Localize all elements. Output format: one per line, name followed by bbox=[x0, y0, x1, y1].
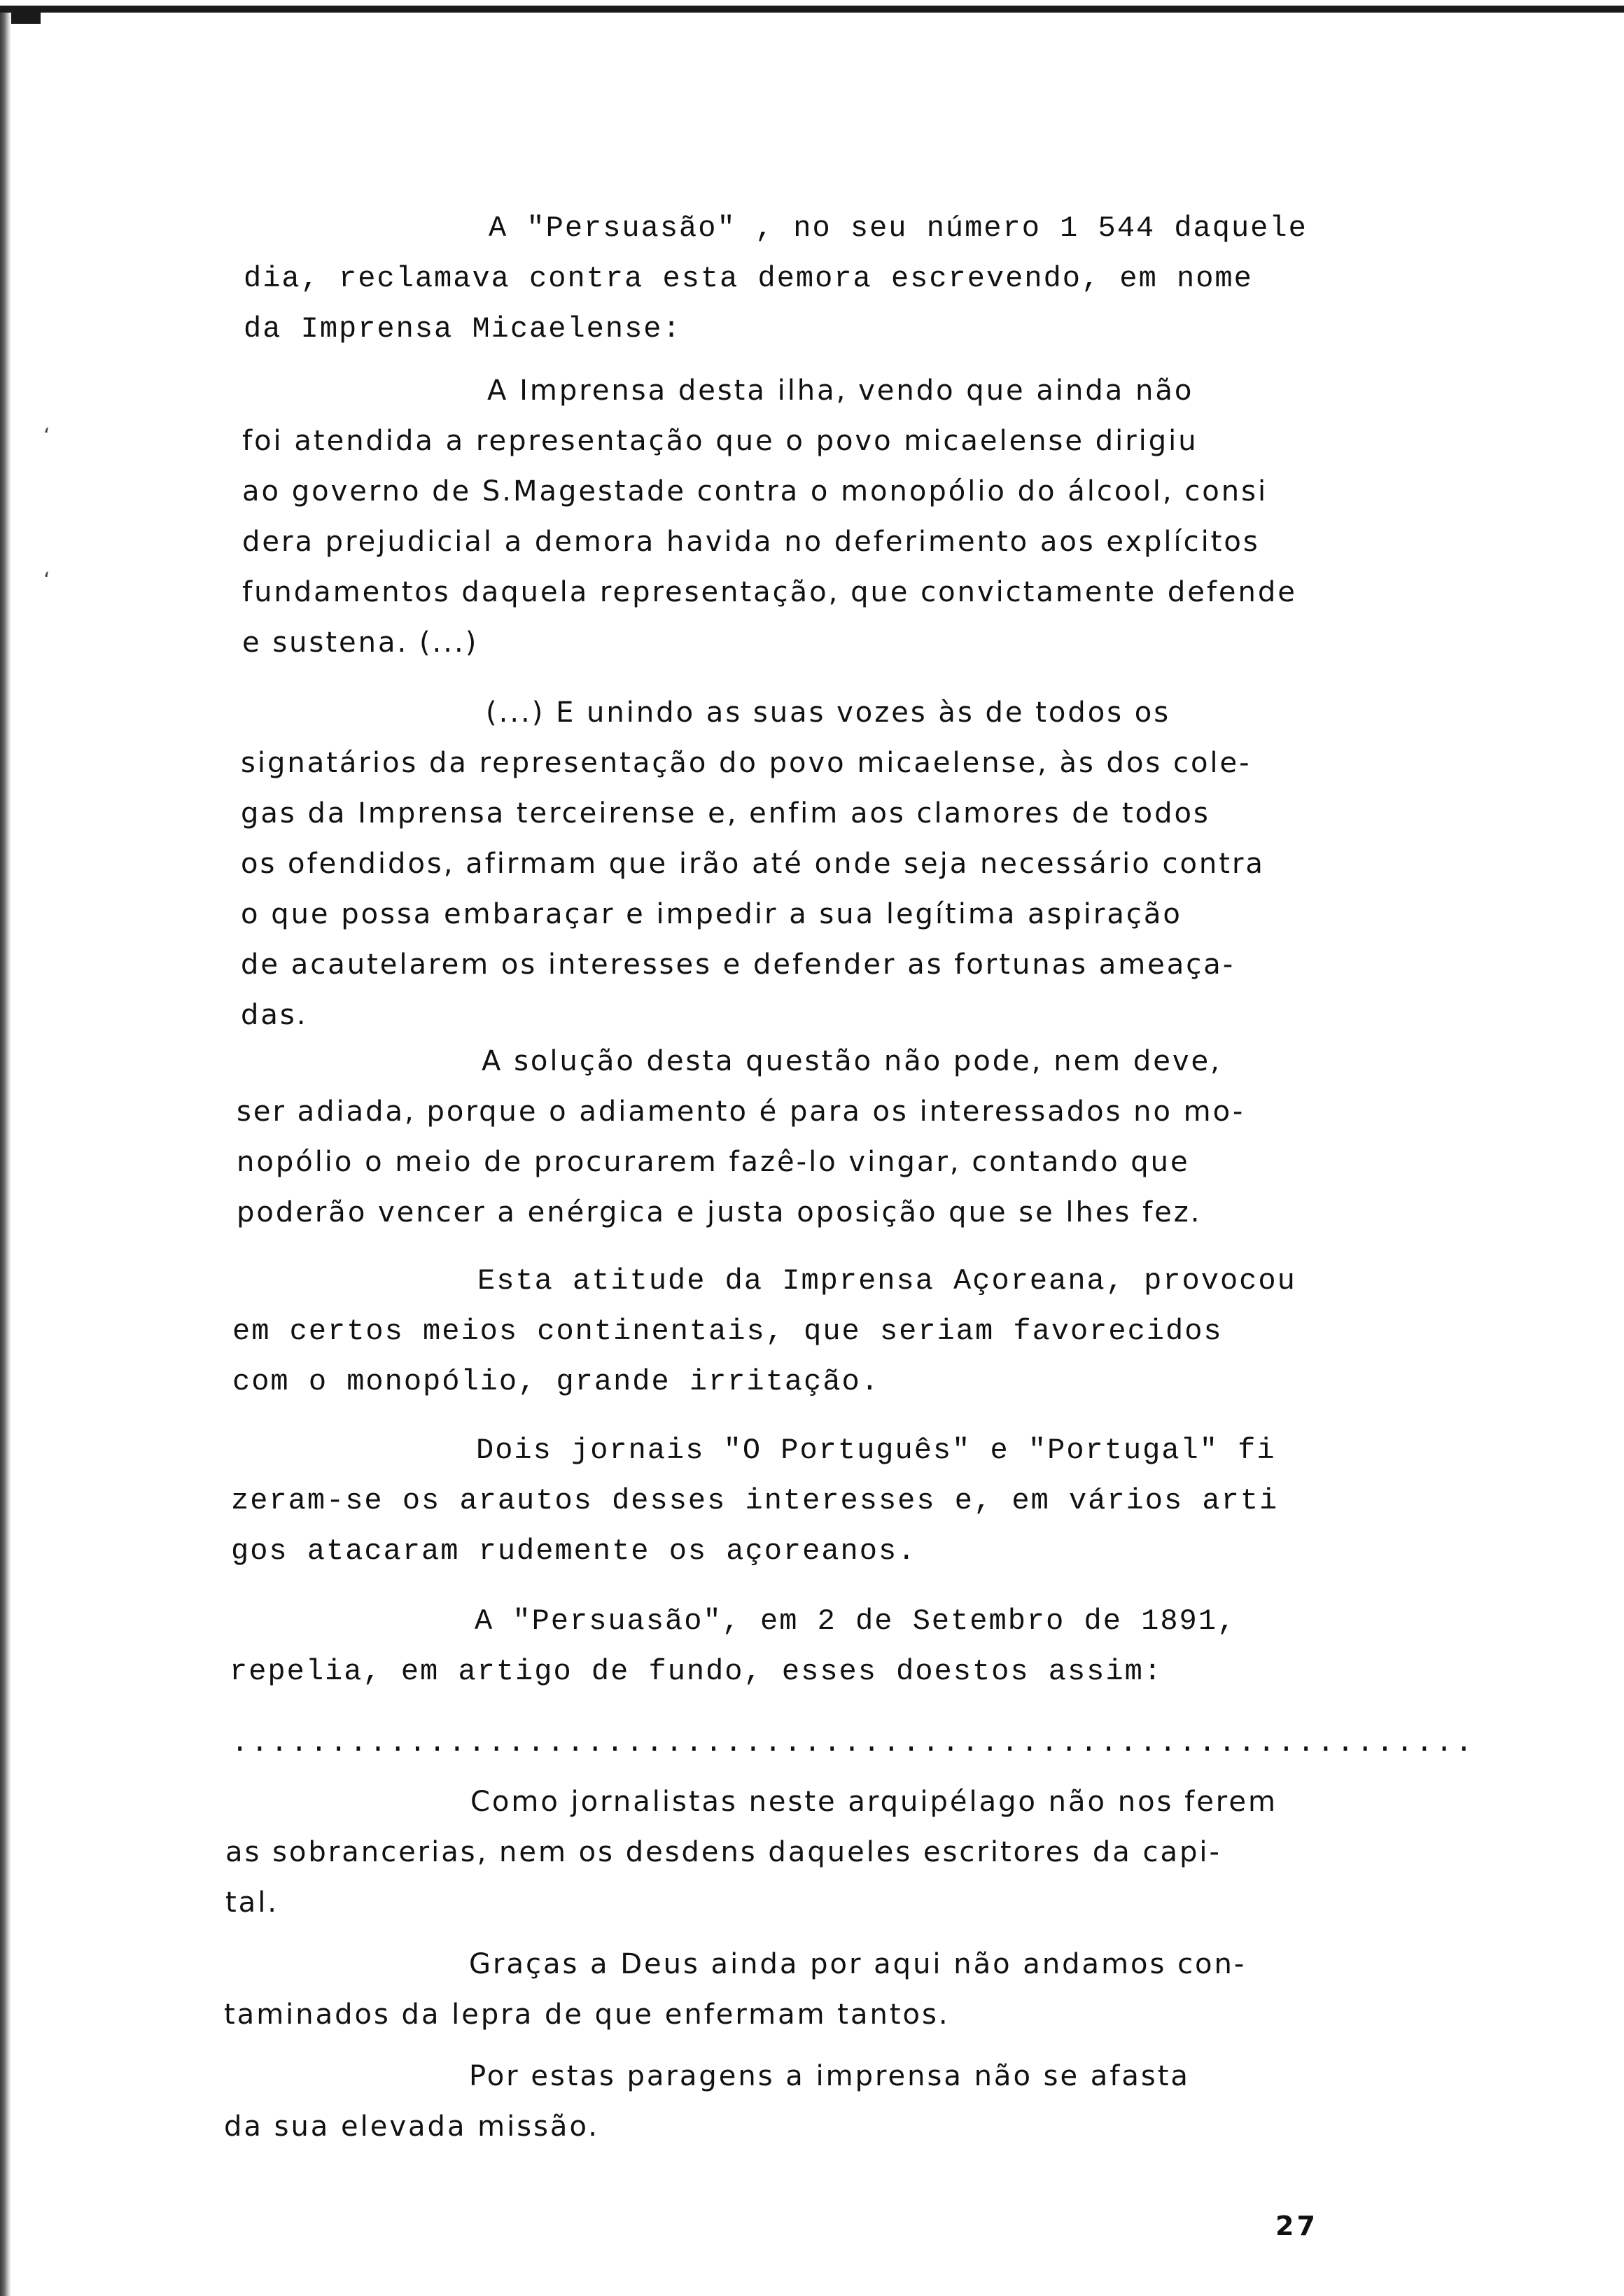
text-line: foi atendida a representação que o povo micaelense dirigiu bbox=[242, 425, 1198, 457]
text-line: signatários da representação do povo micaelense, às dos cole- bbox=[241, 747, 1252, 779]
text-line: das. bbox=[241, 999, 308, 1031]
text-line: dera prejudicial a demora havida no deferimento aos explícitos bbox=[242, 526, 1260, 558]
text-line: A "Persuasão", em 2 de Setembro de 1891, bbox=[475, 1604, 1237, 1638]
page-number: 27 bbox=[1275, 2211, 1318, 2241]
text-line: gas da Imprensa terceirense e, enfim aos clamores de todos bbox=[241, 797, 1210, 830]
text-line: Como jornalistas neste arquipélago não nos ferem bbox=[470, 1786, 1278, 1818]
text-line: em certos meios continentais, que seriam favorecidos bbox=[232, 1315, 1223, 1348]
text-line: Dois jornais "O Português" e "Portugal" fi bbox=[476, 1434, 1276, 1467]
text-line: os ofendidos, afirmam que irão até onde seja necessário contra bbox=[241, 848, 1265, 880]
paragraph bbox=[231, 1425, 1351, 1576]
scan-speck: ‘ bbox=[43, 568, 50, 593]
text-line: poderão vencer a enérgica e justa oposição que se lhes fez. bbox=[237, 1196, 1202, 1228]
text-line: dia, reclamava contra esta demora escrevendo, em nome bbox=[244, 262, 1253, 295]
text-line: as sobrancerias, nem os desdens daqueles escritores da capi- bbox=[225, 1836, 1222, 1868]
text-line: de acautelarem os interesses e defender as fortunas ameaça- bbox=[241, 948, 1236, 981]
text-line: zeram-se os arautos desses interesses e, em vários arti bbox=[231, 1484, 1279, 1518]
paragraph bbox=[230, 1596, 1350, 1697]
quote-paragraph bbox=[237, 1036, 1357, 1238]
dotted-line: ............................................................... bbox=[231, 1726, 1475, 1760]
quote-paragraph bbox=[242, 365, 1362, 668]
text-line: da Imprensa Micaelense: bbox=[244, 312, 682, 346]
text-line: ao governo de S.Magestade contra o monopólio do álcool, consi bbox=[242, 475, 1268, 507]
paragraph bbox=[232, 1256, 1352, 1407]
paragraph bbox=[244, 203, 1364, 354]
text-line: e sustena. (...) bbox=[242, 626, 479, 659]
text-line: com o monopólio, grande irritação. bbox=[232, 1365, 880, 1399]
quote-paragraph bbox=[224, 2051, 1344, 2152]
text-line: (...) E unindo as suas vozes às de todos os bbox=[486, 696, 1171, 729]
scan-speck: ‘ bbox=[43, 424, 50, 449]
text-line: A "Persuasão" , no seu número 1 544 daquele bbox=[489, 211, 1308, 245]
text-line: nopólio o meio de procurarem fazê-lo vingar, contando que bbox=[237, 1146, 1190, 1178]
text-line: o que possa embaraçar e impedir a sua legítima aspiração bbox=[241, 898, 1182, 930]
text-line: Por estas paragens a imprensa não se afasta bbox=[469, 2060, 1190, 2092]
quote-paragraph bbox=[224, 1939, 1344, 2040]
text-line: A Imprensa desta ilha, vendo que ainda não bbox=[487, 374, 1194, 407]
text-line: ser adiada, porque o adiamento é para os interessados no mo- bbox=[237, 1096, 1245, 1128]
ellipsis-separator bbox=[231, 1722, 1475, 1764]
text-line: fundamentos daquela representação, que convictamente defende bbox=[242, 576, 1297, 608]
text-line: tal. bbox=[225, 1886, 279, 1919]
text-line: repelia, em artigo de fundo, esses doestos assim: bbox=[230, 1655, 1163, 1688]
quote-paragraph bbox=[225, 1777, 1345, 1928]
quote-paragraph bbox=[241, 687, 1361, 1040]
text-line: gos atacaram rudemente os açoreanos. bbox=[231, 1534, 917, 1568]
text-line: taminados da lepra de que enfermam tantos. bbox=[224, 1998, 950, 2031]
text-line: A solução desta questão não pode, nem deve, bbox=[482, 1045, 1222, 1077]
text-line: Graças a Deus ainda por aqui não andamos con- bbox=[469, 1948, 1247, 1980]
text-line: da sua elevada missão. bbox=[224, 2110, 599, 2143]
text-line: Esta atitude da Imprensa Açoreana, provocou bbox=[477, 1264, 1296, 1298]
